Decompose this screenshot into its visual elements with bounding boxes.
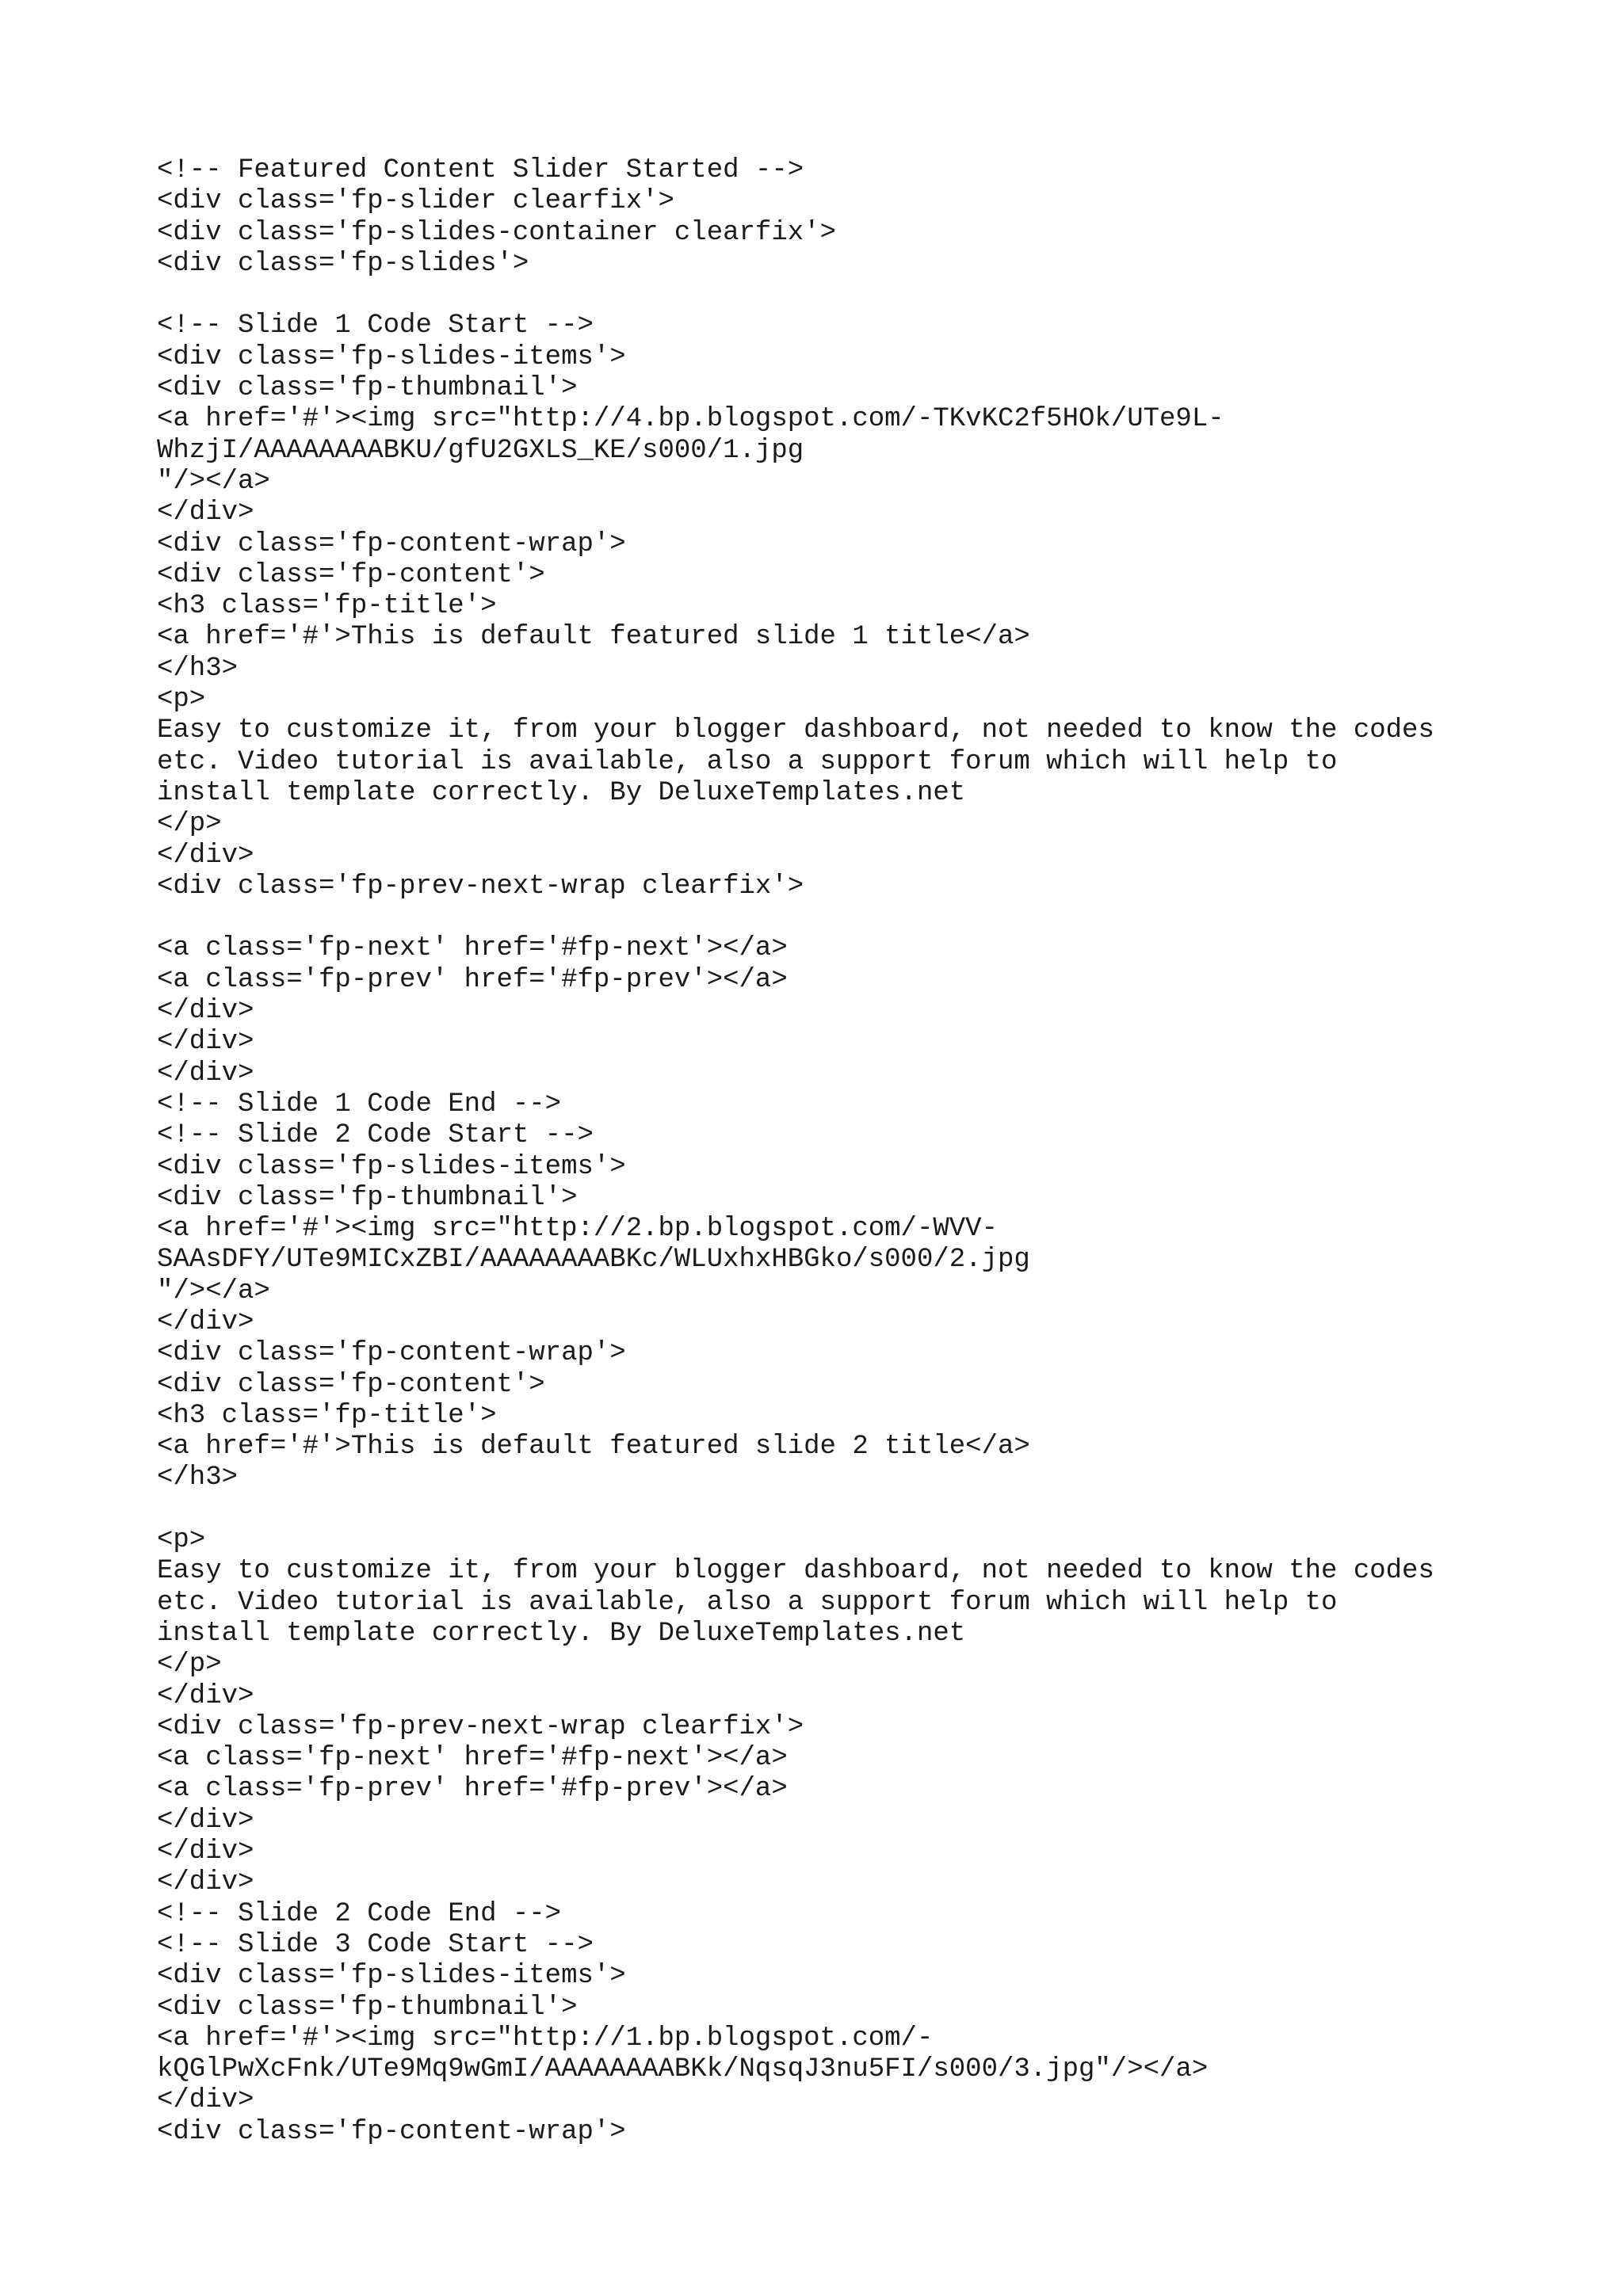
code-line: </p> xyxy=(157,809,222,840)
code-line: etc. Video tutorial is available, also a support forum which will help to xyxy=(157,1587,1338,1618)
code-line: </p> xyxy=(157,1650,222,1680)
code-line: </div> xyxy=(157,1805,254,1836)
code-line: Easy to customize it, from your blogger dashboard, not needed to know the codes xyxy=(157,715,1434,746)
code-line: <p> xyxy=(157,685,206,715)
code-line: SAAsDFY/UTe9MICxZBI/AAAAAAAABKc/WLUxhxHBGko/s000/2.jpg xyxy=(157,1245,1030,1276)
code-line: install template correctly. By DeluxeTemplates.net xyxy=(157,777,966,808)
code-line: <div class='fp-slides-items'> xyxy=(157,1961,626,1992)
code-line: </div> xyxy=(157,996,254,1027)
code-line xyxy=(157,902,1583,933)
code-line: <!-- Slide 1 Code End --> xyxy=(157,1089,562,1119)
code-line: WhzjI/AAAAAAAABKU/gfU2GXLS_KE/s000/1.jpg xyxy=(157,435,804,466)
code-line: <div class='fp-slides-items'> xyxy=(157,1151,626,1182)
code-line: </div> xyxy=(157,1836,254,1867)
code-line: <div class='fp-content-wrap'> xyxy=(157,1338,626,1369)
code-line: </div> xyxy=(157,1027,254,1058)
code-line: <div class='fp-thumbnail'> xyxy=(157,1992,578,2023)
code-line: kQGlPwXcFnk/UTe9Mq9wGmI/AAAAAAAABKk/NqsqJ3nu5FI/s000/3.jpg"/></a> xyxy=(157,2054,1209,2085)
code-line: Easy to customize it, from your blogger dashboard, not needed to know the codes xyxy=(157,1556,1434,1587)
code-line: "/></a> xyxy=(157,1276,270,1306)
code-line: <div class='fp-thumbnail'> xyxy=(157,373,578,404)
code-line: <div class='fp-slides'> xyxy=(157,248,529,279)
code-line: <!-- Slide 2 Code Start --> xyxy=(157,1120,594,1151)
code-line xyxy=(157,280,1583,311)
code-line: <p> xyxy=(157,1525,206,1556)
code-line: <!-- Slide 3 Code Start --> xyxy=(157,1929,594,1960)
code-line: <!-- Featured Content Slider Started --> xyxy=(157,155,804,185)
code-line: </div> xyxy=(157,1867,254,1898)
code-line: <div class='fp-thumbnail'> xyxy=(157,1182,578,1213)
code-line: <a class='fp-next' href='#fp-next'></a> xyxy=(157,1743,788,1774)
code-line: "/></a> xyxy=(157,466,270,497)
code-line: <a href='#'>This is default featured slide 1 title</a> xyxy=(157,622,1030,653)
code-line: etc. Video tutorial is available, also a support forum which will help to xyxy=(157,746,1338,777)
code-line: <!-- Slide 1 Code Start --> xyxy=(157,311,594,341)
code-line: </div> xyxy=(157,1680,254,1711)
code-line: <a class='fp-next' href='#fp-next'></a> xyxy=(157,933,788,964)
code-line: <a class='fp-prev' href='#fp-prev'></a> xyxy=(157,1774,788,1805)
code-line: <h3 class='fp-title'> xyxy=(157,591,497,622)
code-listing xyxy=(157,155,1583,2148)
code-line xyxy=(157,1494,1583,1525)
code-line: </h3> xyxy=(157,1463,239,1493)
code-line: <div class='fp-slides-container clearfix'> xyxy=(157,217,836,248)
code-line: <a href='#'><img src="http://4.bp.blogspot.com/-TKvKC2f5HOk/UTe9L- xyxy=(157,404,1224,435)
code-line: <a href='#'><img src="http://1.bp.blogspot.com/- xyxy=(157,2023,934,2054)
code-line: install template correctly. By DeluxeTemplates.net xyxy=(157,1618,966,1649)
code-line: <a href='#'>This is default featured slide 2 title</a> xyxy=(157,1432,1030,1463)
code-line: <div class='fp-slides-items'> xyxy=(157,341,626,372)
code-line: </div> xyxy=(157,840,254,871)
code-line: <div class='fp-prev-next-wrap clearfix'> xyxy=(157,1711,804,1742)
code-line: <div class='fp-content-wrap'> xyxy=(157,528,626,559)
code-line: <div class='fp-content'> xyxy=(157,559,545,590)
code-line: <div class='fp-content'> xyxy=(157,1369,545,1400)
code-line: </div> xyxy=(157,1306,254,1337)
code-line: </div> xyxy=(157,498,254,528)
code-line: <a class='fp-prev' href='#fp-prev'></a> xyxy=(157,964,788,995)
code-line: <div class='fp-slider clearfix'> xyxy=(157,186,674,217)
code-line: <!-- Slide 2 Code End --> xyxy=(157,1898,562,1929)
code-line: </div> xyxy=(157,2085,254,2116)
code-line: <div class='fp-prev-next-wrap clearfix'> xyxy=(157,871,804,902)
code-line: </div> xyxy=(157,1058,254,1089)
code-line: <div class='fp-content-wrap'> xyxy=(157,2116,626,2147)
code-line: <a href='#'><img src="http://2.bp.blogspot.com/-WVV- xyxy=(157,1214,998,1245)
code-line: </h3> xyxy=(157,653,239,684)
code-line: <h3 class='fp-title'> xyxy=(157,1400,497,1431)
